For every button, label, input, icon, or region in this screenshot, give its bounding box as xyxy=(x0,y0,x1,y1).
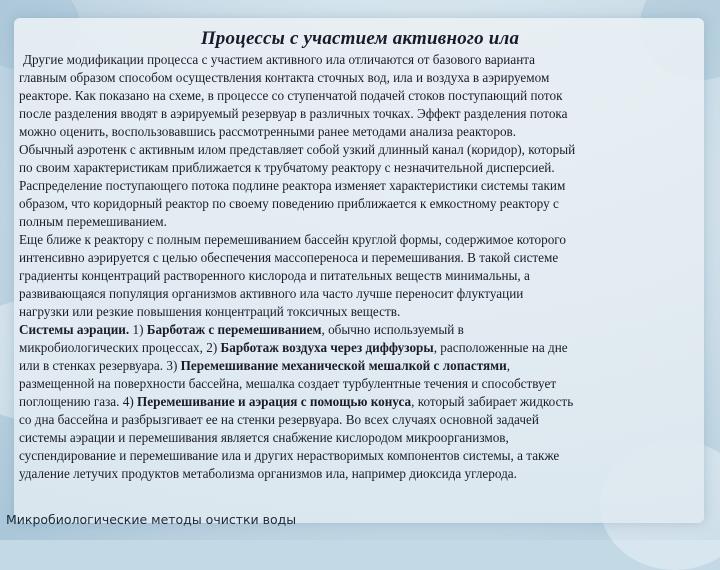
body-text: , xyxy=(506,358,511,373)
body-text: или в стенках резервуара. 3) xyxy=(19,358,181,373)
body-text: Еще ближе к реактору с полным перемешиванием бассейн круглой формы, содержимое которого xyxy=(19,232,566,247)
body-line xyxy=(19,393,707,411)
body-text: образом, что коридорный реактор по своему поведению приближается к емкостному реактору с xyxy=(19,196,559,211)
body-line xyxy=(19,447,707,465)
slide-footer: Микробиологические методы очистки воды xyxy=(6,512,297,527)
body-text: микробиологических процессах, 2) xyxy=(19,340,221,355)
body-text: системы аэрации и перемешивания является снабжение кислородом микроорганизмов, xyxy=(19,430,509,445)
body-text: развивающаяся популяция организмов активного ила часто лучше переносит флуктуации xyxy=(19,286,524,301)
body-text: со дна бассейна и разбрызгивает ее на стенки резервуара. Во всех случаях основной задачей xyxy=(19,412,539,427)
body-line xyxy=(19,465,707,483)
body-text: 1) xyxy=(129,322,147,337)
body-line xyxy=(19,321,707,339)
body-line xyxy=(19,195,707,213)
body-text: по своим характеристикам приближается к трубчатому реактору с незначительной дисперсией. xyxy=(19,160,555,175)
body-line xyxy=(19,177,707,195)
slide-body xyxy=(19,51,707,483)
body-line xyxy=(19,231,707,249)
body-text: полным перемешиванием. xyxy=(19,214,167,229)
body-text: поглощению газа. 4) xyxy=(19,394,138,409)
body-text: можно оценить, воспользовавшись рассмотренными ранее методами анализа реакторов. xyxy=(19,124,517,139)
body-line xyxy=(19,429,707,447)
body-line xyxy=(19,339,707,357)
body-line xyxy=(19,159,707,177)
body-line xyxy=(19,105,707,123)
body-text: главным образом способом осуществления контакта сточных вод, ила и воздуха в аэрируемом xyxy=(19,70,550,85)
body-line xyxy=(19,249,707,267)
body-text: градиенты концентраций растворенного кислорода и питательных веществ минимальны, а xyxy=(19,268,530,283)
body-text: размещенной на поверхности бассейна, мешалка создает турбулентные течения и способствует xyxy=(19,376,557,391)
body-text: суспендирование и перемешивание ила и других нерастворимых компонентов системы, а также xyxy=(19,448,560,463)
body-text: , расположенные на дне xyxy=(433,340,568,355)
body-text: Обычный аэротенк с активным илом представляет собой узкий длинный канал (коридор), который xyxy=(19,142,576,157)
body-text: удаление летучих продуктов метаболизма организмов ила, например диоксида углерода. xyxy=(19,466,517,481)
body-text: , обычно используемый в xyxy=(321,322,464,337)
body-text: реакторе. Как показано на схеме, в процессе со ступенчатой подачей стоков поступающий поток xyxy=(19,88,563,103)
body-text: Распределение поступающего потока подлине реактора изменяет характеристики системы таким xyxy=(19,178,566,193)
bold-text: Перемешивание и аэрация с помощью конуса xyxy=(137,394,412,409)
slide-title: Процессы с участием активного ила xyxy=(200,28,520,49)
body-line xyxy=(19,411,707,429)
body-text: Другие модификации процесса с участием активного ила отличаются от базового варианта xyxy=(23,52,536,67)
body-line xyxy=(19,303,707,321)
bold-text: Перемешивание механической мешалкой с лопастями xyxy=(180,358,507,373)
body-line xyxy=(19,267,707,285)
body-line xyxy=(19,123,707,141)
bold-text: Барботаж с перемешиванием xyxy=(146,322,322,337)
body-text: , который забирает жидкость xyxy=(411,394,574,409)
body-text: интенсивно аэрируется с целью обеспечения массопереноса и перемешивания. В такой системе xyxy=(19,250,559,265)
body-line xyxy=(19,69,707,87)
body-line xyxy=(19,357,707,375)
body-line xyxy=(19,87,707,105)
body-line xyxy=(19,285,707,303)
body-text: нагрузки или резкие повышения концентраций токсичных веществ. xyxy=(19,304,401,319)
bold-text: Барботаж воздуха через диффузоры xyxy=(220,340,434,355)
body-line xyxy=(19,213,707,231)
body-line xyxy=(19,51,707,69)
body-line xyxy=(19,375,707,393)
bold-text: Системы аэрации. xyxy=(19,322,130,337)
body-text: после разделения вводят в аэрируемый резервуар в различных точках. Эффект разделения потока xyxy=(19,106,568,121)
body-line xyxy=(19,141,707,159)
